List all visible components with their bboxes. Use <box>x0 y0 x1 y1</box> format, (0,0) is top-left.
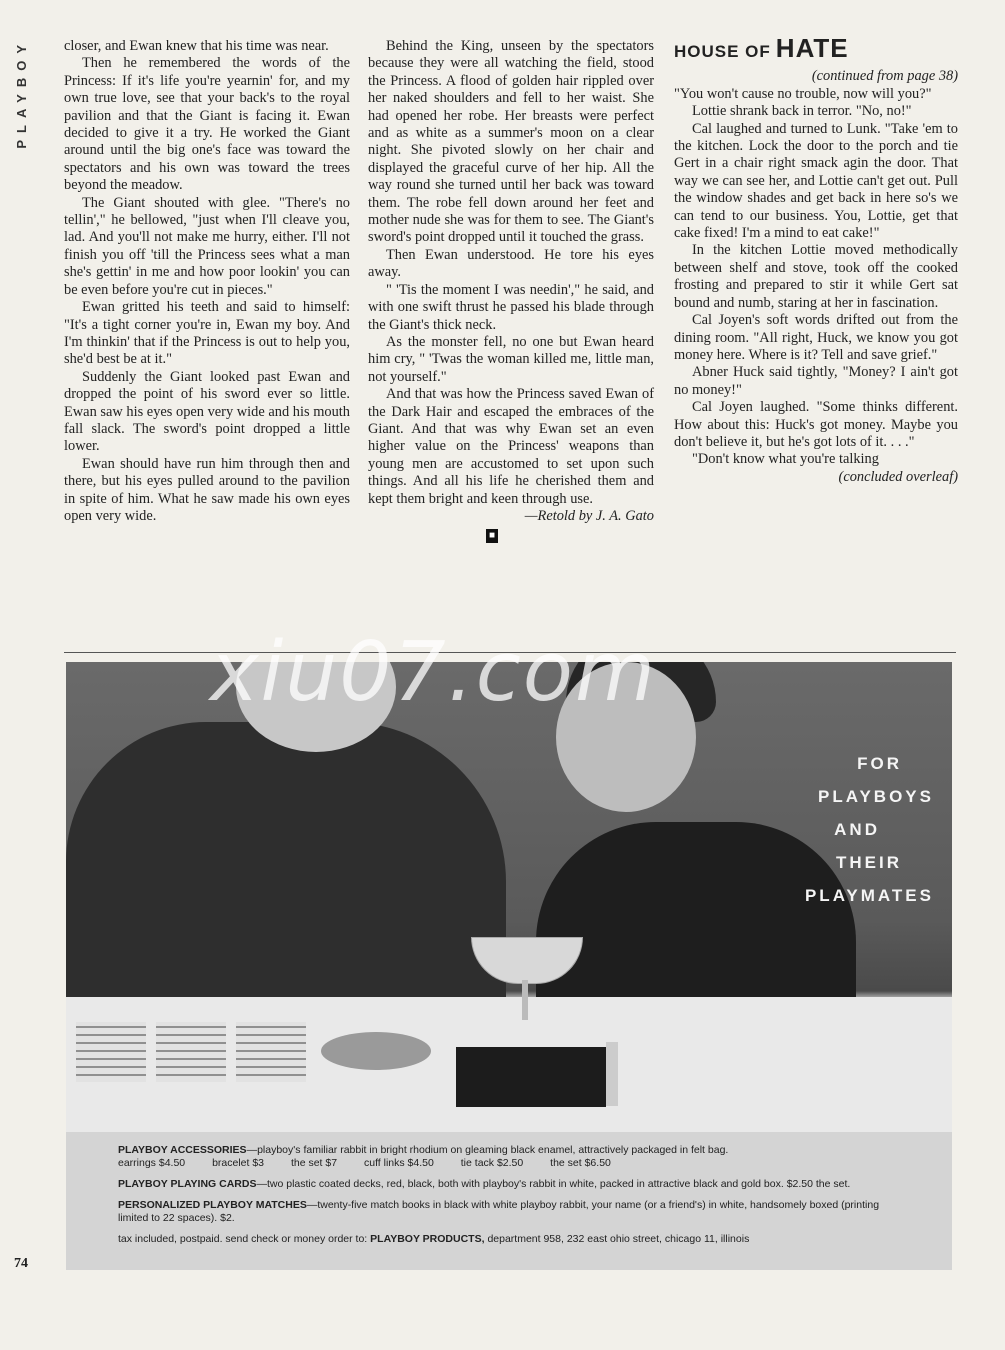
story-attribution: —Retold by J. A. Gato <box>524 507 654 524</box>
price-item: the set $7 <box>290 1157 338 1169</box>
paragraph: Abner Huck said tightly, "Money? I ain't got no money!" <box>674 364 958 398</box>
ad-headline-line: PLAYBOYS <box>818 787 934 806</box>
paragraph: Behind the King, unseen by the spectators because they were all watching the field, stood the Princess. A flood of golden hair rippled over her naked shoulders and fell to her waist. She had opened her robe. Her breasts were perfect and as white as a summer's moon on a clear night. She pivoted slowly on her chair and displayed the graceful curve of her hip. All the way round she turned until her back was toward them. The robe fell down around her feet and mother nude she was for them to see. The Giant's sword's point dropped until it touched the grass. <box>368 38 654 246</box>
column-2 <box>368 38 654 544</box>
paragraph: And that was how the Princess saved Ewan of the Dark Hair and escaped the embraces of the Giant. And that was why Ewan set an even higher value on the Princess' weapons than young men are accustomed to set upon such things. And all his life he cherished them and kept them bright and keen through use. <box>368 386 654 507</box>
rabbit-endmark-icon: ■ <box>486 529 498 543</box>
column-3 <box>674 33 958 486</box>
page-number: 74 <box>14 1256 28 1271</box>
paragraph: Lottie shrank back in terror. "No, no!" <box>692 103 912 120</box>
ad-headline-line: THEIR <box>836 853 902 872</box>
story-title-main: HATE <box>775 33 849 63</box>
price-item: bracelet $3 <box>212 1157 265 1169</box>
paragraph: The Giant shouted with glee. "There's no tellin'," he bellowed, "just when I'll cleave you, lad. And you'll not make me hurry, either. I'll not finish you off 'till the Princess sees what a man she's gettin' in me and how poor lookin' you can be even before you're cut in pieces." <box>64 194 350 298</box>
paragraph: Then he remembered the words of the Princess: If it's life you're yearnin' for, and my own true love, see that your back's to the royal pavilion and that the Giant is facing it. Ewan decided to give it a try. He worked the Giant around until the big one's face was toward the spectators and his own was toward the trees beyond the meadow. <box>64 55 350 194</box>
column-1 <box>64 38 350 525</box>
paragraph: Cal laughed and turned to Lunk. "Take 'em to the kitchen. Lock the door to the porch and tie Gert in a chair right smack agin the door. That way we can see her, and Lottie can't get out. Pull the window shades and get back in here so's we can tend to our business. You, Lottie, get that cake fixed! I'm a mind to eat cake!" <box>674 120 958 242</box>
playing-cards-box <box>456 1047 606 1107</box>
paragraph: Ewan should have run him through then and there, but his eyes pulled around to the pavilion in spite of him. What he saw made his own eyes open very wide. <box>64 455 350 524</box>
paragraph: Then Ewan understood. He tore his eyes away. <box>368 246 654 281</box>
paragraph: Suddenly the Giant looked past Ewan and dropped the point of his sword ever so little. Ewan saw his eyes open very wide and his mouth fall slack. The sword's point dropped a little lower. <box>64 368 350 455</box>
ad-headline-line: AND <box>834 820 880 839</box>
paragraph: "Don't know what you're talking <box>692 451 879 468</box>
playing-cards-spread <box>76 1022 146 1082</box>
order-address: department 958, 232 east ohio street, chicago 11, illinois <box>487 1233 750 1245</box>
accessories-heading: PLAYBOY ACCESSORIES <box>118 1144 247 1156</box>
matches-description <box>118 1199 900 1225</box>
cards-heading: PLAYBOY PLAYING CARDS <box>118 1178 257 1190</box>
paragraph: Cal Joyen's soft words drifted out from the dining room. "All right, Huck, we know you got money here. Where is it? Tell and save grief." <box>674 312 958 363</box>
glass-stem <box>522 980 528 1020</box>
playing-cards-spread <box>156 1022 226 1082</box>
paragraph: In the kitchen Lottie moved methodically between shelf and stove, took off the cooked frosting and prepared to stir it while Gert sat bound and numb, staring at her in fascination. <box>674 242 958 311</box>
paragraph: Cal Joyen laughed. "Some thinks different. How about this: Huck's got money. Maybe you don't believe it, but he's got lots of it. . . ." <box>674 399 958 450</box>
paragraph: closer, and Ewan knew that his time was near. <box>64 38 329 54</box>
ad-photo <box>66 662 952 1132</box>
ad-headline-line: FOR <box>857 754 902 773</box>
ad-caption <box>66 1132 952 1270</box>
story-title-prefix: HOUSE OF <box>674 42 771 61</box>
order-info <box>118 1233 900 1246</box>
order-company: PLAYBOY PRODUCTS, <box>370 1233 485 1245</box>
watermark: xiu07.com <box>210 625 657 720</box>
price-item: the set $6.50 <box>550 1157 611 1169</box>
ad-headline-line: PLAYMATES <box>804 886 934 905</box>
order-text: tax included, postpaid. send check or money order to: <box>118 1233 368 1245</box>
cards-description <box>118 1178 900 1191</box>
accessories-text: —playboy's familiar rabbit in bright rhodium on gleaming black enamel, attractively packaged in felt bag. <box>246 1144 729 1156</box>
cards-text: —two plastic coated decks, red, black, both with playboy's rabbit in white, packed in attractive black and gold box. $2.50 the set. <box>256 1178 851 1190</box>
ashtray <box>321 1032 431 1070</box>
continued-note: (continued from page 38) <box>811 68 958 85</box>
accessories-description <box>118 1144 900 1170</box>
box-lid <box>606 1042 618 1106</box>
paragraph: As the monster fell, no one but Ewan heard him cry, " 'Twas the woman killed me, little man, not yourself." <box>368 333 654 385</box>
price-item: tie tack $2.50 <box>460 1157 524 1169</box>
paragraph: "You won't cause no trouble, now will you?" <box>674 85 932 102</box>
paragraph: " 'Tis the moment I was needin'," he said, and with one swift thrust he passed his blade through the Giant's thick neck. <box>368 281 654 333</box>
accessories-prices <box>118 1157 635 1169</box>
paragraph: Ewan gritted his teeth and said to himself: "It's a tight corner you're in, Ewan my boy. And I'm thinkin' that if the Princess is out to help you, she'd best be at it." <box>64 299 350 368</box>
side-label: PLAYBOY <box>14 38 29 149</box>
matches-heading: PERSONALIZED PLAYBOY MATCHES <box>118 1199 307 1211</box>
price-item: cuff links $4.50 <box>363 1157 434 1169</box>
story-title <box>674 33 958 63</box>
concluded-note: (concluded overleaf) <box>838 468 958 485</box>
playing-cards-spread <box>236 1022 306 1082</box>
matches-text: —twenty-five match books in black with white playboy rabbit, your name (or a friend's) in white, handsomely boxed (printing limited to 22 spaces). $2. <box>118 1199 880 1224</box>
price-item: earrings $4.50 <box>118 1157 186 1169</box>
